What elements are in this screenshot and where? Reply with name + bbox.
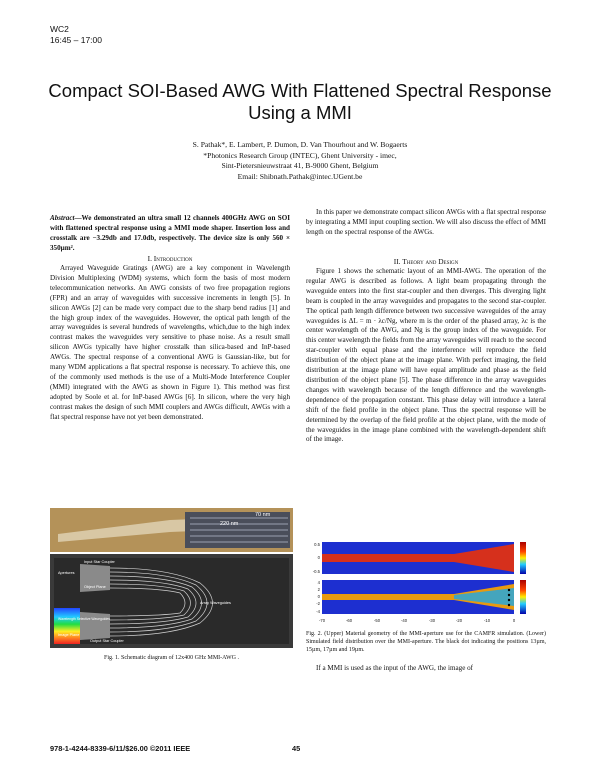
fig2-ytick-top-1: 0 [317, 555, 320, 560]
abstract-text: We demonstrated an ultra small 12 channels 400GHz AWG on SOI with flattened spectral response using a MMI mode shaper. Insertion loss and crosstalk are −3.29db and 17.0db, respectively. The device size is only 560 × 350µm². [50, 214, 290, 252]
theory-paragraph: Figure 1 shows the schematic layout of an MMI-AWG. The operation of the regular AWG is described as follows. A light beam propagating through the waveguide enters into the first star-coupler and then diverges. This diverging light beam is coupled in the array waveguides and propagates to the second star-coupler. The optical path length difference between two successive waveguides of the array waveguides is ΔL = m · λc/Ng, where m is the order of the phased array, λc is the center wavelength of the AWG, and Ng is the group index of the waveguide. For this center wavelength the fields from the array waveguides will reach to the second star-coupler with equal phase and the interference will reproduce the field distribution of the object plane at the image plane. With perfect imaging, the field distribution at the image plane will have equal amplitude and phase as the field distribution of the object plane [5]. The phase difference in the array waveguides changes with wavelength because of the length difference and the wavelength-dependence of the propagation constant. This phase delay will introduce a lateral shift of the field profile in the object plane. Thus the spectral response will be determined by the overlap of the field profile at the object plane, with the mode of the waveguides in the image plane combined with the wavelength-dependent shift of the image. [306, 267, 546, 444]
fig2-ytick-top-2: -0.5 [312, 569, 320, 574]
fig1-diagram [50, 508, 293, 648]
fig2-xtick-4: -30 [428, 618, 436, 623]
fig2-ytick-bottom-2: 0 [317, 594, 320, 599]
section-theory [306, 257, 546, 445]
figure-2 [304, 538, 547, 626]
fig1-label-input: Input Star Coupler [84, 560, 115, 564]
right-intro-paragraph: In this paper we demonstrate compact silicon AWGs with a flat spectral response by integrating a MMI input coupling section. We will also discuss the effect of MMI length on the spectral response of the AWGs. [306, 208, 546, 236]
fig1-label-output: Output Star Coupler [90, 639, 124, 643]
right-intro [306, 208, 546, 238]
author-email: Email: Shibnath.Pathak@intec.UGent.be [237, 171, 363, 181]
fig1-label-dim1: 70 nm [255, 512, 271, 518]
fig2-caption: Fig. 2. (Upper) Material geometry of the MMI-aperture use for the CAMFR simulation. (Lower) Simulated field distribution over the MMI-aperture. The black dot indicating the positions 13µm, 15µm, 17µm and 19µm. [306, 631, 546, 653]
fig2-ytick-top-0: 0.5 [314, 542, 320, 547]
author-names: S. Pathak*, E. Lambert, P. Dumon, D. Van Thourhout and W. Bogaerts [192, 140, 408, 149]
paper-title: Compact SOI-Based AWG With Flattened Spectral Response Using a MMI [48, 80, 552, 123]
right-tail [306, 664, 546, 674]
fig2-plot [304, 538, 547, 626]
author-block [60, 140, 540, 182]
fig1-label-dim2: 220 nm [220, 521, 239, 527]
fig2-ytick-bottom-3: -2 [316, 601, 320, 606]
fig2-ytick-bottom-1: 2 [317, 587, 320, 592]
session-code: WC2 [50, 24, 69, 34]
author-address: Sint-Pietersnieuwstraat 41, B-9000 Ghent, Belgium [221, 161, 379, 170]
author-affiliation: *Photonics Research Group (INTEC), Ghent University - imec, [203, 150, 397, 160]
fig2-xtick-7: 0 [512, 618, 516, 623]
right-tail-paragraph: If a MMI is used as the input of the AWG, the image of [316, 664, 474, 672]
fig2-xtick-3: -40 [400, 618, 408, 623]
fig2-xtick-5: -20 [455, 618, 463, 623]
figure-1 [50, 508, 293, 648]
footer-isbn: 978-1-4244-8339-6/11/$26.00 ©2011 IEEE [50, 744, 191, 753]
fig2-xtick-2: -50 [373, 618, 381, 623]
section-heading-2: II. Theory and Design [393, 257, 459, 266]
session-time: 16:45 – 17:00 [50, 35, 102, 45]
fig2-xtick-0: -70 [318, 618, 326, 623]
fig1-label-wg: Wavelength Selective Waveguides [58, 617, 110, 621]
fig1-caption: Fig. 1. Schematic diagram of 12x400 GHz MMI-AWG . [104, 655, 239, 661]
fig2-ytick-bottom-4: -4 [316, 609, 320, 614]
fig2-ytick-bottom-0: 4 [317, 580, 320, 585]
fig2-xtick-6: -10 [483, 618, 491, 623]
fig1-label-image: Image Plane [58, 633, 80, 637]
intro-paragraph: Arrayed Waveguide Gratings (AWG) are a key component in Wavelength Division Multiplexing (WDM) systems, which form the basis of most modern telecommunication networks. An AWG consists of two free propagation regions (FPR) and an array of waveguides with successive increments in length [5]. In silicon AWGs [2] can be made very compact due to the sharp bend radius [1] and the high group index of the waveguides. However, the optical path length of the array waveguides is several hundreds of wavelengths, which,due to the high index contrast makes the waveguides very sensitive to phase noise. As a result small silicon AWGs typically have higher crosstalk than silica-based and InP-based AWGs. The spectral response of a conventional AWG is Gaussian-like, but for many WDM applications a flat spectral response is necessary. To achieve this, one of the commonly used methods is the use of a Multi-Mode Interference Coupler (MMI) integrated with the AWG as shown in Figure 1). This method was first adopted by Soole et al. for InP-based AWGs [6]. In silicon, where the very high contrast makes the design of such MMI couplers and AWGs difficult, AWGs with a flat spectral response have not yet been demonstrated. [50, 264, 290, 421]
abstract: Abstract—We demonstrated an ultra small 12 channels 400GHz AWG on SOI with flattened spectral response using a MMI mode shaper. Insertion loss and crosstalk are −3.29db and 17.0db, respectively. The device size is only 560 × 350µm². [50, 214, 290, 252]
fig1-label-object: Object Plane [84, 585, 106, 589]
abstract-label: Abstract [50, 214, 75, 222]
fig2-xtick-1: -60 [345, 618, 353, 623]
fig1-label-array: Array Waveguides [200, 601, 231, 605]
footer-page-number: 45 [292, 744, 301, 753]
section-heading-1: I. Introduction [147, 254, 193, 263]
section-introduction [50, 254, 290, 423]
session-header [50, 24, 102, 46]
fig1-label-aperture: Apertures [58, 571, 75, 575]
